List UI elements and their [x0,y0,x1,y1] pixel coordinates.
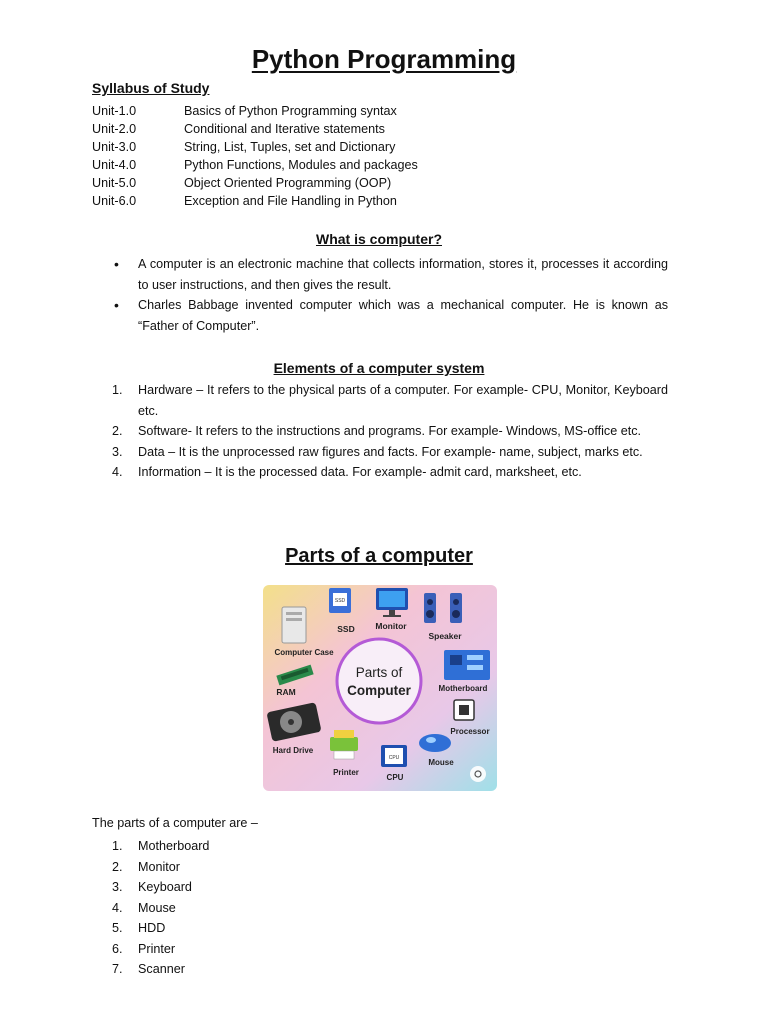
item-number: 6. [112,941,123,956]
syllabus-heading: Syllabus of Study [92,80,210,96]
parts-heading: Parts of a computer [285,545,473,567]
syllabus-row [92,102,418,120]
item-number: 4. [112,465,123,479]
ram-label: RAM [276,687,296,697]
list-item [92,836,209,857]
item-number: 1. [112,839,123,853]
item-number: 4. [112,900,123,915]
cpu-chip-label: CPU [388,755,400,761]
ssd-icon [329,588,351,613]
ssd-chip-label: SSD [334,598,346,604]
motherboard-icon [444,650,490,680]
list-item [92,857,209,878]
syllabus-row [92,138,418,156]
item-text: Hardware – It refers to the physical parts of a computer. For example- CPU, Monitor, Keyboard etc. [138,383,668,418]
cpu-icon [381,745,407,767]
item-number: 3. [112,444,123,459]
item-text: Keyboard [138,880,192,894]
item-text: Information – It is the processed data. For example- admit card, marksheet, etc. [138,465,582,479]
center-label-line2: Computer [347,683,411,698]
item-number: 7. [112,962,123,976]
computer-case-label: Computer Case [274,648,334,657]
list-item [92,380,668,421]
speaker-label: Speaker [428,631,462,641]
syllabus-row [92,120,418,138]
item-text: Software- It refers to the instructions and programs. For example- Windows, MS-office etc. [138,424,642,438]
hard-drive-label: Hard Drive [272,746,314,755]
syllabus-row [92,156,418,174]
unit-topic: Conditional and Iterative statements [184,122,385,136]
printer-label: Printer [333,768,359,777]
syllabus-list [92,102,418,210]
processor-icon [454,700,474,720]
item-text: Monitor [138,859,180,874]
processor-label: Processor [450,727,490,736]
list-item [92,918,209,939]
item-number: 2. [112,424,123,438]
item-text: Mouse [138,900,176,915]
unit-topic: Object Oriented Programming (OOP) [184,176,392,190]
item-text: HDD [138,921,166,935]
parts-of-computer-image [263,585,497,791]
cpu-label: CPU [386,773,404,782]
what-is-computer-heading: What is computer? [315,231,442,247]
page-title: Python Programming [251,44,517,74]
bullet-item: • Charles Babbage invented computer which was a mechanical computer. He is known as “Father of Computer”. [92,295,668,336]
elements-heading: Elements of a computer system [273,360,485,376]
syllabus-row [92,192,418,210]
bullet-item: • A computer is an electronic machine that collects information, stores it, processes it according to user instructions, and then gives the result. [92,254,668,295]
mouse-label: Mouse [428,758,454,767]
list-item [92,877,209,898]
what-is-computer-bullets [92,254,668,336]
parts-list [92,836,209,980]
unit-topic: Python Functions, Modules and packages [184,158,418,172]
item-number: 3. [112,880,123,894]
lens-icon [470,766,486,782]
monitor-label: Monitor [375,621,407,631]
item-text: Motherboard [138,839,210,853]
motherboard-label: Motherboard [438,684,488,693]
list-item [92,939,209,960]
list-item [92,442,668,463]
syllabus-row [92,174,418,192]
item-text: Scanner [138,962,185,976]
item-text: Data – It is the unprocessed raw figures and facts. For example- name, subject, marks etc. [138,444,643,459]
unit-number: Unit-1.0 [92,104,137,118]
list-item [92,421,668,442]
elements-list [92,380,668,483]
printer-icon [330,730,358,759]
unit-number: Unit-3.0 [92,140,137,154]
unit-topic: Basics of Python Programming syntax [184,104,397,118]
ssd-label: SSD [337,624,355,634]
item-number: 1. [112,383,123,397]
unit-topic: Exception and File Handling in Python [184,194,397,208]
center-ring [337,639,421,723]
parts-intro: The parts of a computer are – [92,816,258,830]
item-number: 5. [112,921,123,935]
unit-number: Unit-6.0 [92,194,137,208]
center-label-line1: Parts of [355,665,403,680]
mouse-icon [419,734,451,752]
list-item [92,959,209,980]
computer-case-icon [282,607,306,643]
list-item [92,462,668,483]
unit-number: Unit-2.0 [92,122,137,136]
unit-topic: String, List, Tuples, set and Dictionary [184,140,396,154]
unit-number: Unit-4.0 [92,158,137,172]
unit-number: Unit-5.0 [92,176,137,190]
list-item [92,898,209,919]
item-text: Printer [138,941,176,956]
item-number: 2. [112,859,123,874]
